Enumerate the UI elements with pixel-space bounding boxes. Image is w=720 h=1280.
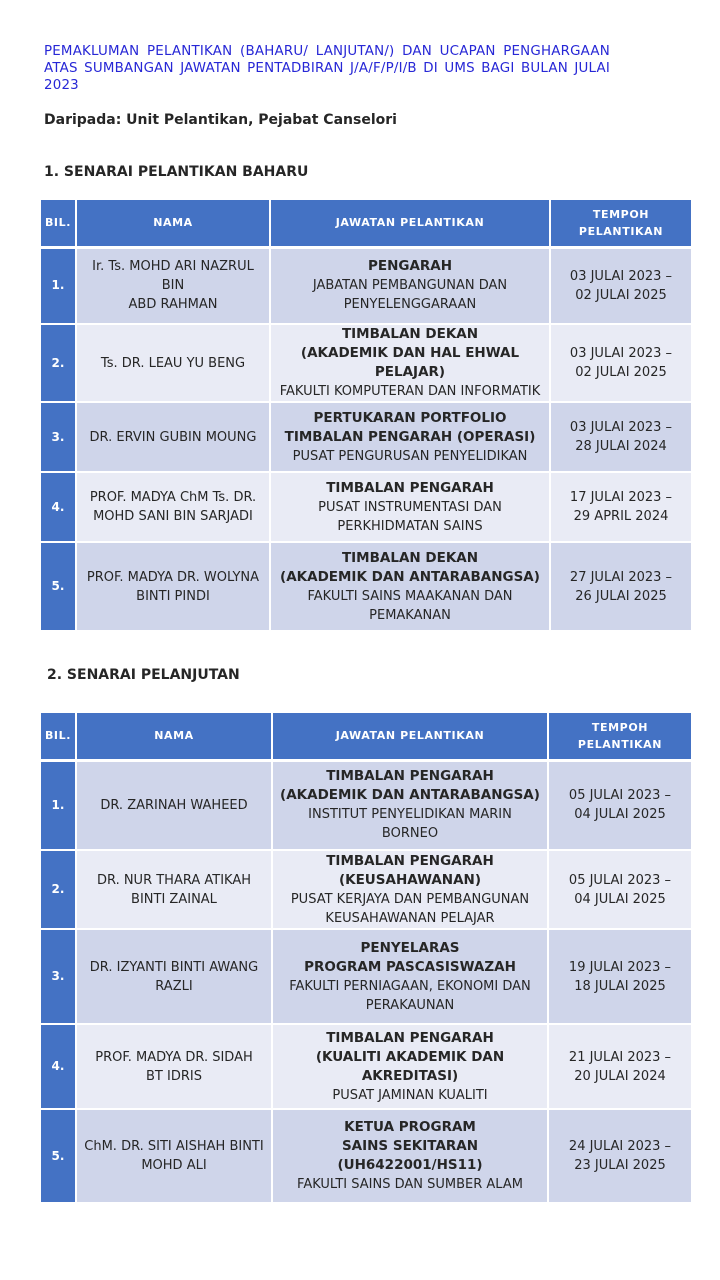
name-line: Ts. DR. LEAU YU BENG (100, 355, 246, 371)
table-header-row (41, 713, 691, 760)
position-unit-line: PUSAT JAMINAN KUALITI (332, 1087, 488, 1103)
row-number: 3. (41, 402, 76, 472)
appointment-period (548, 850, 691, 929)
appointment-position (272, 760, 548, 850)
period-line: 04 JULAI 2025 (574, 807, 666, 823)
name-line: PROF. MADYA DR. SIDAH (95, 1049, 253, 1065)
position-title-line: TIMBALAN PENGARAH (326, 852, 494, 869)
position-unit-line: PENYELENGGARAAN (343, 297, 477, 313)
appointee-name (76, 760, 272, 850)
position-unit-line: PUSAT INSTRUMENTASI DAN (318, 499, 502, 515)
table-row (41, 542, 691, 631)
header-tempoh (548, 713, 691, 760)
row-number: 2. (41, 850, 76, 929)
appointment-position (272, 1024, 548, 1109)
appointee-name (76, 850, 272, 929)
name-line: RAZLI (155, 978, 193, 994)
position-unit-line: FAKULTI SAINS DAN SUMBER ALAM (297, 1177, 523, 1192)
period-line: 21 JULAI 2023 – (568, 1049, 672, 1065)
period-line: 05 JULAI 2023 – (568, 872, 672, 888)
appointment-position (270, 472, 550, 542)
position-title-line: (AKADEMIK DAN ANTARABANGSA) (280, 787, 540, 804)
position-title-line: (AKADEMIK DAN HAL EHWAL (300, 345, 520, 361)
position-title-line: KETUA PROGRAM (344, 1119, 476, 1135)
header-tempoh-line-1: TEMPOH (592, 207, 650, 221)
position-title-line: PENGARAH (367, 258, 453, 275)
appointment-period (550, 402, 691, 472)
position-unit-line: JABATAN PEMBANGUNAN DAN (312, 278, 508, 294)
name-line: MOHD SANI BIN SARJADI (93, 509, 253, 524)
period-line: 17 JULAI 2023 – (569, 490, 673, 505)
row-number: 1. (41, 760, 76, 850)
period-line: 03 JULAI 2023 – (569, 420, 673, 435)
extensions-table (41, 713, 691, 1204)
appointee-name (76, 1109, 272, 1203)
row-number: 1. (41, 247, 76, 324)
row-number: 4. (41, 1024, 76, 1109)
row-number: 2. (41, 324, 76, 402)
appointment-position (270, 402, 550, 472)
position-title-line: TIMBALAN DEKAN (341, 326, 479, 342)
name-line: ChM. DR. SITI AISHAH BINTI (84, 1139, 264, 1154)
period-line: 18 JULAI 2025 (574, 978, 666, 994)
table-row (41, 472, 691, 542)
section-heading-extensions: 2. SENARAI PELANJUTAN (47, 667, 240, 683)
table-row (41, 1109, 691, 1203)
appointment-period (548, 929, 691, 1024)
table-row (41, 929, 691, 1024)
name-line: BIN (161, 278, 185, 294)
position-unit-line: BORNEO (381, 826, 439, 842)
appointee-name (76, 324, 270, 402)
position-title-line: TIMBALAN PENGARAH (326, 479, 494, 496)
name-line: PROF. MADYA ChM Ts. DR. (89, 490, 257, 505)
appointment-period (550, 472, 691, 542)
name-line: DR. IZYANTI BINTI AWANG (89, 959, 259, 975)
header-nama: NAMA (76, 200, 270, 247)
section-heading-new-appointments: 1. SENARAI PELANTIKAN BAHARU (44, 164, 309, 180)
header-jawatan: JAWATAN PELANTIKAN (272, 713, 548, 760)
appointment-period (548, 1024, 691, 1109)
period-line: 05 JULAI 2023 – (568, 788, 672, 804)
header-jawatan: JAWATAN PELANTIKAN (270, 200, 550, 247)
period-line: 03 JULAI 2023 – (569, 268, 673, 284)
position-unit-line: PEMAKANAN (369, 607, 451, 623)
position-title-line: TIMBALAN PENGARAH (326, 1029, 494, 1046)
period-line: 29 APRIL 2024 (573, 509, 669, 524)
header-bil: BIL. (41, 200, 76, 247)
row-number: 5. (41, 1109, 76, 1203)
position-unit-line: FAKULTI SAINS MAAKANAN DAN (307, 588, 513, 604)
appointment-position (270, 542, 550, 631)
position-unit-line: PERKHIDMATAN SAINS (337, 518, 483, 534)
appointment-period (550, 542, 691, 631)
table-row (41, 850, 691, 929)
name-line: PROF. MADYA DR. WOLYNA (86, 569, 260, 585)
period-line: 19 JULAI 2023 – (568, 959, 672, 975)
appointment-period (548, 760, 691, 850)
period-line: 04 JULAI 2025 (574, 891, 666, 907)
row-number: 3. (41, 929, 76, 1024)
position-title-line: (AKADEMIK DAN ANTARABANGSA) (280, 568, 540, 585)
position-title-line: (UH6422001/HS11) (337, 1157, 483, 1173)
position-unit-line: INSTITUT PENYELIDIKAN MARIN (308, 807, 512, 823)
header-tempoh-line-1: TEMPOH (591, 720, 649, 734)
appointee-name (76, 472, 270, 542)
table-header-row (41, 200, 691, 247)
row-number: 4. (41, 472, 76, 542)
name-line: DR. ZARINAH WAHEED (100, 797, 248, 813)
position-unit-line: KEUSAHAWANAN PELAJAR (325, 910, 495, 926)
period-line: 26 JULAI 2025 (575, 588, 667, 604)
new-appointments-table (41, 200, 691, 632)
name-line: BINTI PINDI (136, 588, 210, 604)
period-line: 23 JULAI 2025 (574, 1158, 666, 1173)
document-sender: Daripada: Unit Pelantikan, Pejabat Canselori (44, 112, 397, 128)
position-title-line: TIMBALAN DEKAN (341, 549, 479, 566)
appointment-position (272, 850, 548, 929)
period-line: 02 JULAI 2025 (575, 365, 667, 380)
document-title: PEMAKLUMAN PELANTIKAN (BAHARU/ LANJUTAN/) DAN UCAPAN PENGHARGAAN ATAS SUMBANGAN JAWATAN PENTADBIRAN J/A/F/P/I/B DI UMS BAGI BULAN JULAI 2023 (44, 44, 610, 93)
name-line: BT IDRIS (146, 1068, 202, 1084)
position-title-line: PERTUKARAN PORTFOLIO (313, 409, 507, 426)
name-line: DR. ERVIN GUBIN MOUNG (89, 429, 257, 445)
appointment-position (270, 247, 550, 324)
appointment-period (550, 324, 691, 402)
appointment-position (270, 324, 550, 402)
name-line: ABD RAHMAN (128, 297, 218, 313)
name-line: DR. NUR THARA ATIKAH (96, 872, 251, 888)
name-line: MOHD ALI (141, 1158, 207, 1173)
position-unit-line: FAKULTI KOMPUTERAN DAN INFORMATIK (279, 384, 541, 399)
position-title-line: PENYELARAS (360, 939, 460, 956)
position-title-line: PELAJAR) (374, 364, 446, 380)
period-line: 28 JULAI 2024 (575, 439, 667, 454)
header-nama: NAMA (76, 713, 272, 760)
appointee-name (76, 929, 272, 1024)
name-line: BINTI ZAINAL (131, 891, 217, 907)
table-row (41, 1024, 691, 1109)
position-title-line: PROGRAM PASCASISWAZAH (304, 958, 516, 975)
header-tempoh-line-2: PELANTIKAN (577, 737, 663, 751)
appointee-name (76, 402, 270, 472)
position-unit-line: PERAKAUNAN (365, 997, 455, 1013)
appointment-position (272, 929, 548, 1024)
appointee-name (76, 247, 270, 324)
position-unit-line: PUSAT KERJAYA DAN PEMBANGUNAN (290, 891, 530, 907)
period-line: 20 JULAI 2024 (574, 1068, 666, 1084)
name-line: Ir. Ts. MOHD ARI NAZRUL (92, 259, 254, 275)
header-bil: BIL. (41, 713, 76, 760)
period-line: 24 JULAI 2023 – (568, 1139, 672, 1154)
period-line: 03 JULAI 2023 – (569, 346, 673, 361)
position-unit-line: FAKULTI PERNIAGAAN, EKONOMI DAN (289, 978, 531, 994)
position-title-line: SAINS SEKITARAN (341, 1138, 479, 1154)
position-title-line: TIMBALAN PENGARAH (OPERASI) (284, 428, 536, 445)
table-row (41, 247, 691, 324)
row-number: 5. (41, 542, 76, 631)
appointment-period (550, 247, 691, 324)
position-title-line: (KUALITI AKADEMIK DAN (315, 1048, 505, 1065)
position-title-line: AKREDITASI) (361, 1067, 459, 1084)
header-tempoh-line-2: PELANTIKAN (578, 224, 664, 238)
appointment-position (272, 1109, 548, 1203)
appointee-name (76, 1024, 272, 1109)
position-title-line: TIMBALAN PENGARAH (326, 768, 494, 785)
table-row (41, 402, 691, 472)
header-tempoh (550, 200, 691, 247)
appointee-name (76, 542, 270, 631)
period-line: 27 JULAI 2023 – (569, 569, 673, 585)
position-unit-line: PUSAT PENGURUSAN PENYELIDIKAN (292, 448, 528, 464)
table-row (41, 760, 691, 850)
period-line: 02 JULAI 2025 (575, 287, 667, 303)
position-title-line: (KEUSAHAWANAN) (338, 871, 482, 888)
appointment-period (548, 1109, 691, 1203)
table-row (41, 324, 691, 402)
